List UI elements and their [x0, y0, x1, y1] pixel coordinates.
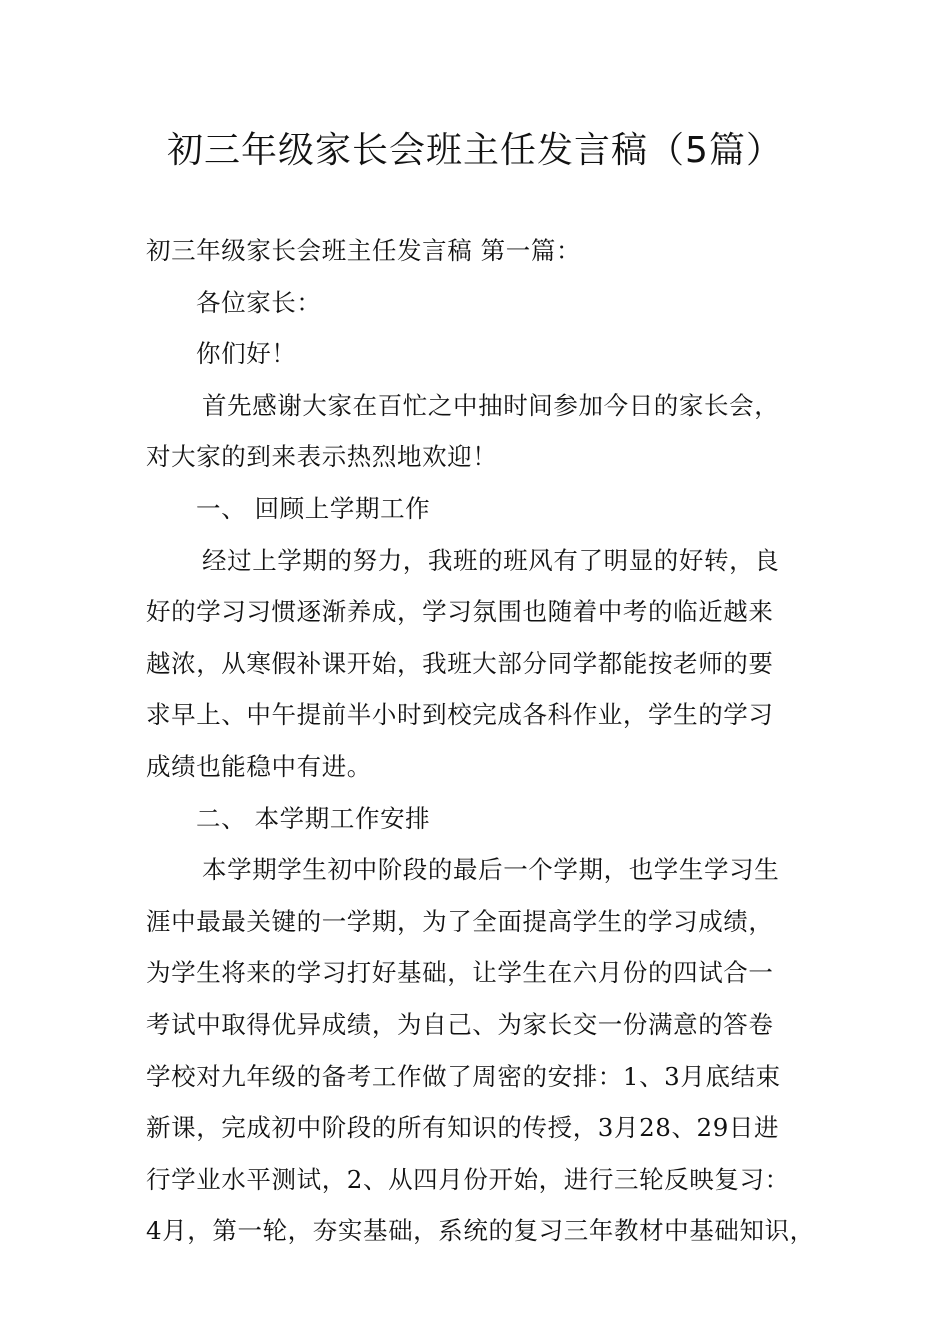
text-line: 对大家的到来表示热烈地欢迎！	[146, 442, 498, 472]
text-line: 越浓，从寒假补课开始，我班大部分同学都能按老师的要	[146, 648, 774, 678]
text-line: 新课，完成初中阶段的所有知识的传授，3月28、29日进	[146, 1113, 780, 1143]
text-line: 本学期学生初中阶段的最后一个学期，也学生学习生	[202, 855, 780, 885]
text-line: 各位家长：	[196, 287, 322, 317]
text-line: 涯中最最关键的一学期，为了全面提高学生的学习成绩，	[146, 906, 774, 936]
section-heading: 二、 本学期工作安排	[196, 803, 431, 833]
text-line: 为学生将来的学习打好基础，让学生在六月份的四试合一	[146, 958, 774, 988]
text-line: 行学业水平测试，2、从四月份开始，进行三轮反映复习：	[146, 1164, 790, 1194]
text-line: 初三年级家长会班主任发言稿 第一篇：	[146, 236, 582, 265]
text-line: 成绩也能稳中有进。	[146, 751, 372, 781]
text-line: 考试中取得优异成绩，为自己、为家长交一份满意的答卷	[146, 1009, 774, 1039]
text-line: 你们好！	[196, 339, 297, 369]
text-line: 学校对九年级的备考工作做了周密的安排：1、3月底结束	[146, 1061, 781, 1091]
text-line: 求早上、中午提前半小时到校完成各科作业，学生的学习	[146, 700, 774, 730]
document-title: 初三年级家长会班主任发言稿（5篇）	[167, 130, 783, 171]
text-line: 好的学习习惯逐渐养成，学习氛围也随着中考的临近越来	[146, 597, 774, 627]
text-line: 4月，第一轮，夯实基础，系统的复习三年教材中基础知识，	[146, 1216, 815, 1246]
section-heading: 一、 回顾上学期工作	[196, 493, 431, 523]
text-line: 首先感谢大家在百忙之中抽时间参加今日的家长会，	[202, 390, 780, 420]
text-line: 经过上学期的努力，我班的班风有了明显的好转，良	[202, 545, 780, 575]
document-body	[146, 225, 826, 1257]
